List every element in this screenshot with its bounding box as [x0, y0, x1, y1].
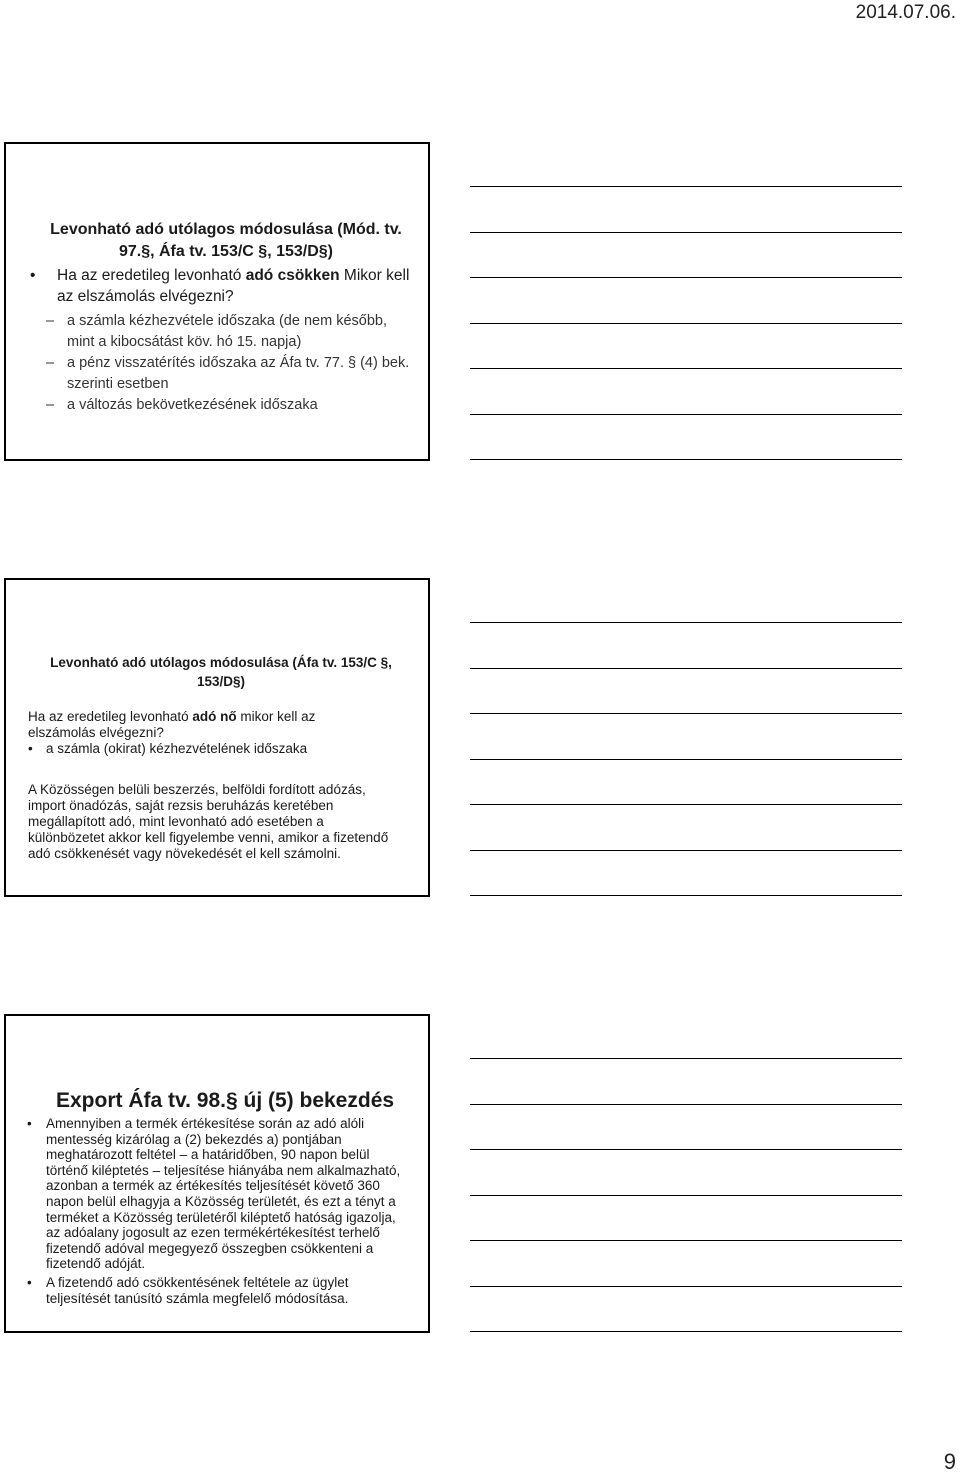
note-line — [470, 850, 902, 851]
list-item-text: a változás bekövetkezésének időszaka — [67, 397, 318, 413]
list-item — [46, 311, 416, 353]
bullet-icon: • — [30, 267, 36, 284]
slide-1-bullet-text: Ha az eredetileg levonható — [57, 267, 246, 284]
note-line — [470, 459, 902, 460]
slide-2-paragraph: A Közösségen belüli beszerzés, belföldi fordított adózás, import önadózás, saját rezsis beruházás keretében megállapított adó, mint levonható adó esetében a különbözetet akkor kell figyelembe venni, amikor a fizetendő adó csökkenését vagy növekedését el kell számolni. — [28, 782, 389, 861]
slide-2-question-text-end: mikor kell az elszámolás elvégezni? — [28, 709, 316, 740]
note-line — [470, 1104, 902, 1105]
slide-2-bullet-text: a számla (okirat) kézhezvételének időszaka — [46, 741, 308, 756]
list-item — [46, 353, 416, 395]
page-number: 9 — [943, 1449, 956, 1474]
slide-1-bullet-text-end: Mikor kell az elszámolás elvégezni? — [57, 267, 410, 305]
slide-1-bullet — [28, 265, 418, 307]
note-line — [470, 1195, 902, 1196]
note-line — [470, 323, 902, 324]
note-line — [470, 713, 902, 714]
slide-2-question — [28, 709, 368, 741]
list-item-text: A fizetendő adó csökkentésének feltétele az ügylet teljesítését tanúsító számla megfelelő módosítása. — [46, 1274, 349, 1306]
list-item — [26, 1275, 411, 1306]
note-line — [470, 668, 902, 669]
slide-2-bullet — [28, 741, 418, 757]
slide-3 — [4, 1014, 430, 1333]
bullet-icon: • — [27, 1116, 32, 1131]
list-item-text: a pénz visszatérítés időszaka az Áfa tv. 77. § (4) bek. szerinti esetben — [67, 355, 410, 392]
list-item — [46, 395, 416, 416]
note-line — [470, 895, 902, 896]
bullet-icon: • — [28, 741, 33, 756]
slide-3-bullets — [26, 1116, 411, 1306]
list-item — [26, 1116, 411, 1272]
note-line — [470, 622, 902, 623]
page-date: 2014.07.06. — [855, 2, 956, 23]
dash-icon: – — [46, 355, 55, 371]
note-line — [470, 1240, 902, 1241]
note-line — [470, 414, 902, 415]
note-line — [470, 1149, 902, 1150]
note-line — [470, 1331, 902, 1332]
slide-2-title: Levonható adó utólagos módosulása (Áfa tv. 153/C §, 153/D§) — [50, 655, 392, 689]
slide-1-subitems — [46, 311, 416, 416]
list-item-text: a számla kézhezvétele időszaka (de nem később, mint a kibocsátást köv. hó 15. napja) — [67, 313, 387, 350]
slide-1-title: Levonható adó utólagos módosulása (Mód. tv. 97.§, Áfa tv. 153/C §, 153/D§) — [50, 221, 402, 260]
slide-1-bullet-bold: adó csökken — [245, 267, 340, 284]
dash-icon: – — [46, 397, 55, 413]
note-line — [470, 368, 902, 369]
list-item-text: Amennyiben a termék értékesítése során az adó alóli mentesség kizárólag a (2) bekezdés a) pontjában meghatározott feltétel – a határidőben, 90 napon belül történő kiléptetés – teljesítése hiányába nem alkalmazható, azonban a termék az értékesítés teljesítését követő 360 napon belül elhagyja a Közösség területét, és ezt a tényt a terméket a Közösség területéről kiléptető hatóság igazolja, az adóalany jogosult az ezen termékértékesítést terhelő fizetendő adóval megegyező összegben csökkenteni a fizetendő adóját. — [46, 1116, 401, 1272]
dash-icon: – — [46, 313, 55, 329]
note-line — [470, 1286, 902, 1287]
slide-2 — [4, 578, 430, 897]
note-line — [470, 804, 902, 805]
note-line — [470, 186, 902, 187]
note-line — [470, 759, 902, 760]
bullet-icon: • — [27, 1274, 32, 1290]
slide-2-question-text: Ha az eredetileg levonható — [28, 709, 193, 724]
note-line — [470, 277, 902, 278]
slide-2-question-bold: adó nő — [192, 709, 237, 724]
note-line — [470, 232, 902, 233]
slide-3-title: Export Áfa tv. 98.§ új (5) bekezdés — [56, 1089, 395, 1112]
note-line — [470, 1058, 902, 1059]
slide-1 — [4, 142, 430, 461]
